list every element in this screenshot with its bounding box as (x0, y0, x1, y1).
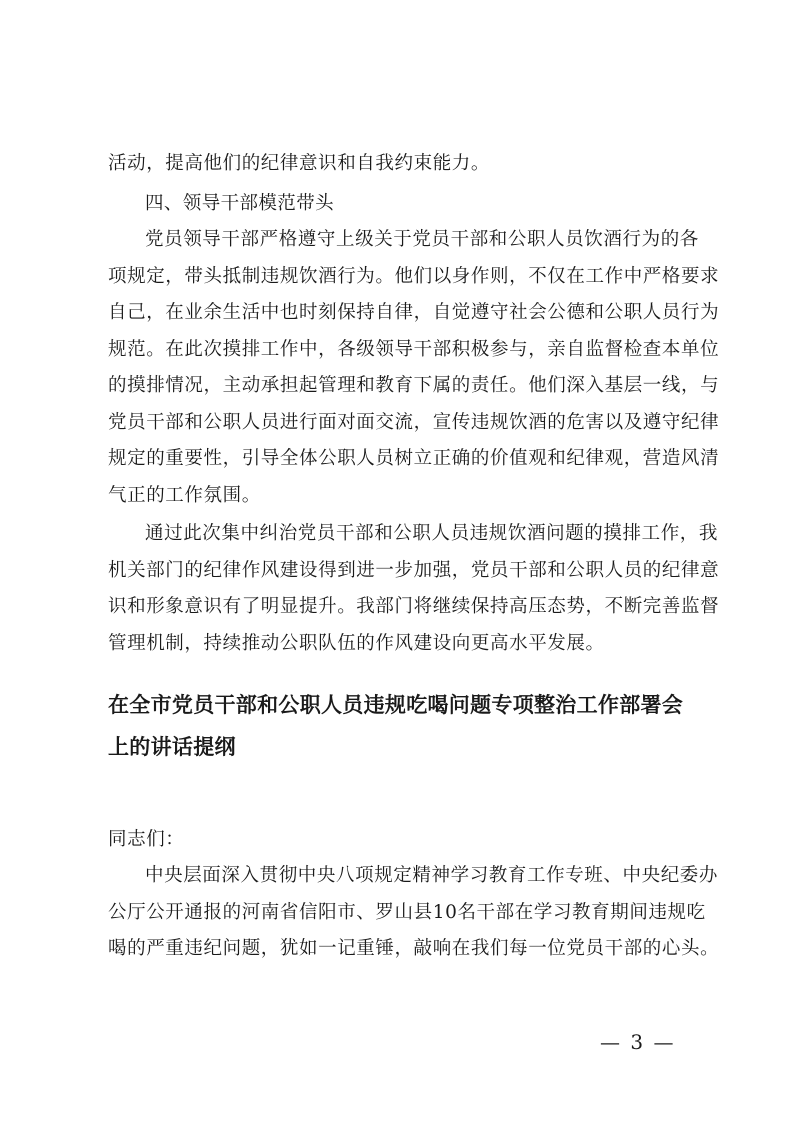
paragraph-line: 公厅公开通报的河南省信阳市、罗山县10名干部在学习教育期间违规吃 (108, 901, 706, 923)
paragraph-line: 自己，在业余生活中也时刻保持自律，自觉遵守社会公德和公职人员行为 (108, 302, 720, 323)
paragraph-line: 规定的重要性，引导全体公职人员树立正确的价值观和纪律观，营造风清 (108, 448, 720, 469)
title-line: 在全市党员干部和公职人员违规吃喝问题专项整治工作部署会 (108, 693, 684, 717)
paragraph-line: 管理机制，持续推动公职队伍的作风建设向更高水平发展。 (108, 632, 605, 654)
paragraph-line: 规范。在此次摸排工作中，各级领导干部积极参与，亲自监督检查本单位 (108, 338, 720, 360)
continued-paragraph (108, 146, 692, 183)
paragraph-speech (108, 858, 720, 968)
paragraph-line: 的摸排情况，主动承担起管理和教育下属的责任。他们深入基层一线，与 (108, 375, 720, 396)
paragraph-line: 识和形象意识有了明显提升。我部门将继续保持高压态势，不断完善监督 (108, 596, 720, 617)
paragraph-line: 党员领导干部严格遵守上级关于党员干部和公职人员饮酒行为的各 (145, 229, 699, 250)
page-number: — 3 — (600, 1030, 676, 1054)
paragraph-line: 中央层面深入贯彻中央八项规定精神学习教育工作专班、中央纪委办 (145, 865, 719, 886)
paragraph-line: 机关部门的纪律作风建设得到进一步加强，党员干部和公职人员的纪律意 (108, 559, 720, 581)
paragraph-line: 气正的工作氛围。 (108, 484, 261, 506)
paragraph-line: 通过此次集中纠治党员干部和公职人员违规饮酒问题的摸排工作，我 (145, 523, 719, 544)
paragraph-line: 项规定，带头抵制违规饮酒行为。他们以身作则，不仅在工作中严格要求 (108, 265, 720, 287)
paragraph-line: 党员干部和公职人员进行面对面交流，宣传违规饮酒的危害以及遵守纪律 (108, 411, 720, 433)
paragraph-line: 活动，提高他们的纪律意识和自我约束能力。 (108, 153, 491, 174)
paragraph-summary (108, 516, 720, 662)
section-heading: 四、领导干部模范带头 (145, 193, 335, 214)
paragraph-leaders (108, 222, 720, 514)
paragraph-line: 喝的严重违纪问题，犹如一记重锤，敲响在我们每一位党员干部的心头。 (108, 938, 720, 959)
salutation: 同志们： (108, 829, 185, 850)
speech-title (108, 684, 698, 768)
title-line: 上的讲话提纲 (108, 735, 236, 759)
